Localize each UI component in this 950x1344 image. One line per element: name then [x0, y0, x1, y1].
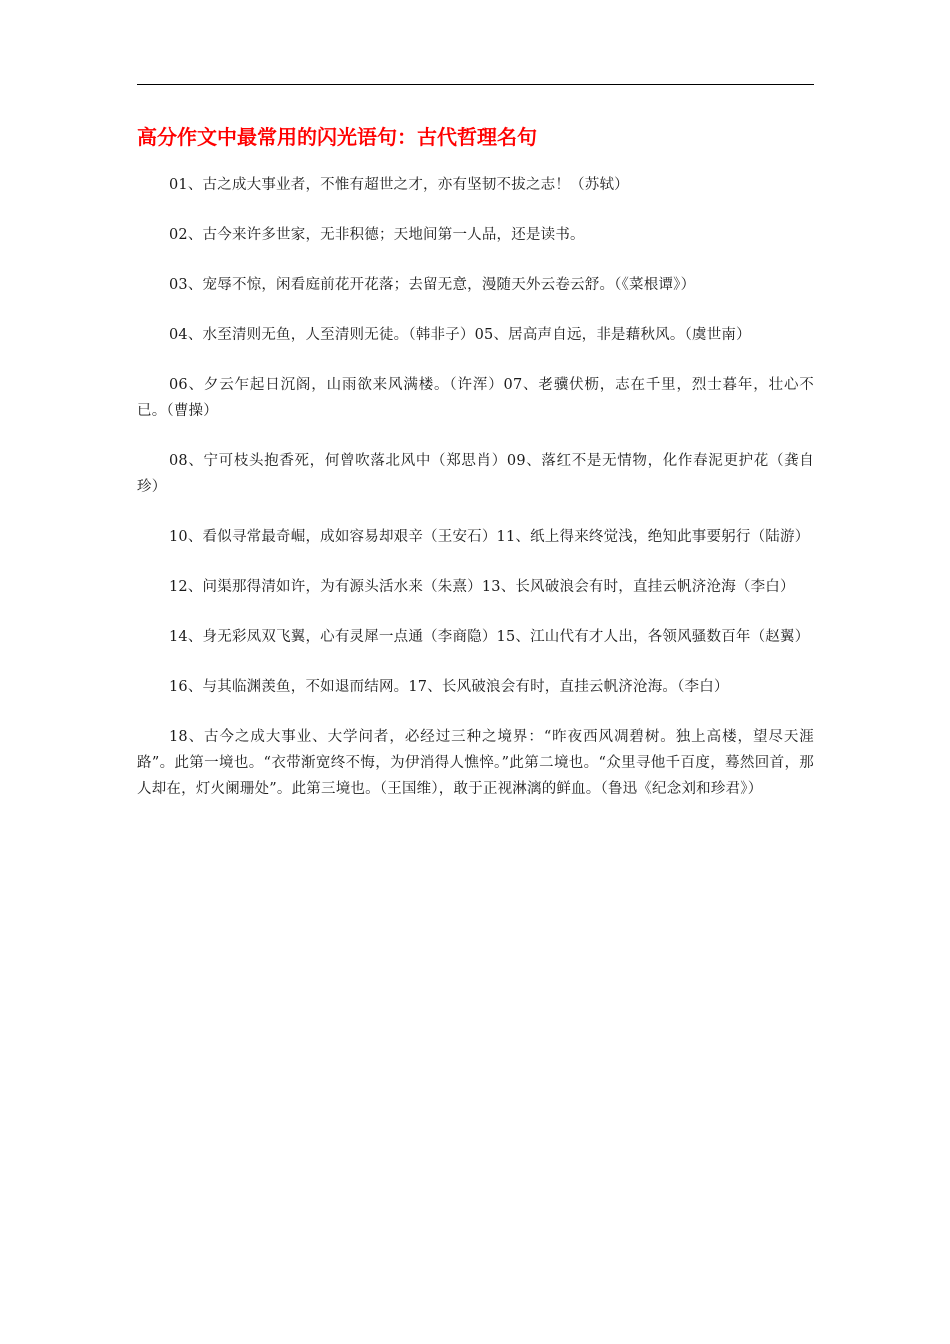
quote-paragraph-16-17: 16、与其临渊羡鱼，不如退而结网。17、长风破浪会有时，直挂云帆济沧海。（李白） [169, 679, 729, 695]
quote-paragraph-06-07: 06、夕云乍起日沉阁，山雨欲来风满楼。（许浑）07、老骥伏枥，志在千里，烈士暮年，壮心不已。（曹操） [137, 377, 814, 419]
quote-paragraph-08-09: 08、宁可枝头抱香死，何曾吹落北风中（郑思肖）09、落红不是无情物，化作春泥更护花（龚自珍） [137, 453, 814, 495]
quote-paragraph-04-05: 04、水至清则无鱼，人至清则无徒。（韩非子）05、居高声自远，非是藉秋风。（虞世南） [169, 327, 751, 343]
quote-paragraph-10-11: 10、看似寻常最奇崛，成如容易却艰辛（王安石）11、纸上得来终觉浅，绝知此事要躬行（陆游） [169, 529, 810, 545]
quote-paragraph-02: 02、古今来许多世家，无非积德；天地间第一人品，还是读书。 [169, 227, 585, 243]
quote-paragraph-01: 01、古之成大事业者，不惟有超世之才，亦有坚韧不拔之志！（苏轼） [169, 177, 629, 193]
quote-paragraph-18: 18、古今之成大事业、大学问者，必经过三种之境界：“昨夜西风凋碧树。独上高楼，望尽天涯路”。此第一境也。“衣带渐宽终不悔，为伊消得人憔悴。”此第二境也。“众里寻他千百度，蓦然回首，那人却在，灯火阑珊处”。此第三境也。（王国维），敢于正视淋漓的鲜血。（鲁迅《纪念刘和珍君》） [137, 729, 814, 797]
document-body [137, 172, 814, 826]
quote-paragraph-03: 03、宠辱不惊，闲看庭前花开花落；去留无意，漫随天外云卷云舒。（《菜根谭》） [169, 277, 696, 293]
header-rule [137, 84, 814, 85]
quote-paragraph-14-15: 14、身无彩凤双飞翼，心有灵犀一点通（李商隐）15、江山代有才人出，各领风骚数百年（赵翼） [169, 629, 810, 645]
quote-paragraph-12-13: 12、问渠那得清如许，为有源头活水来（朱熹）13、长风破浪会有时，直挂云帆济沧海（李白） [169, 579, 795, 595]
document-title: 高分作文中最常用的闪光语句：古代哲理名句 [137, 125, 537, 149]
